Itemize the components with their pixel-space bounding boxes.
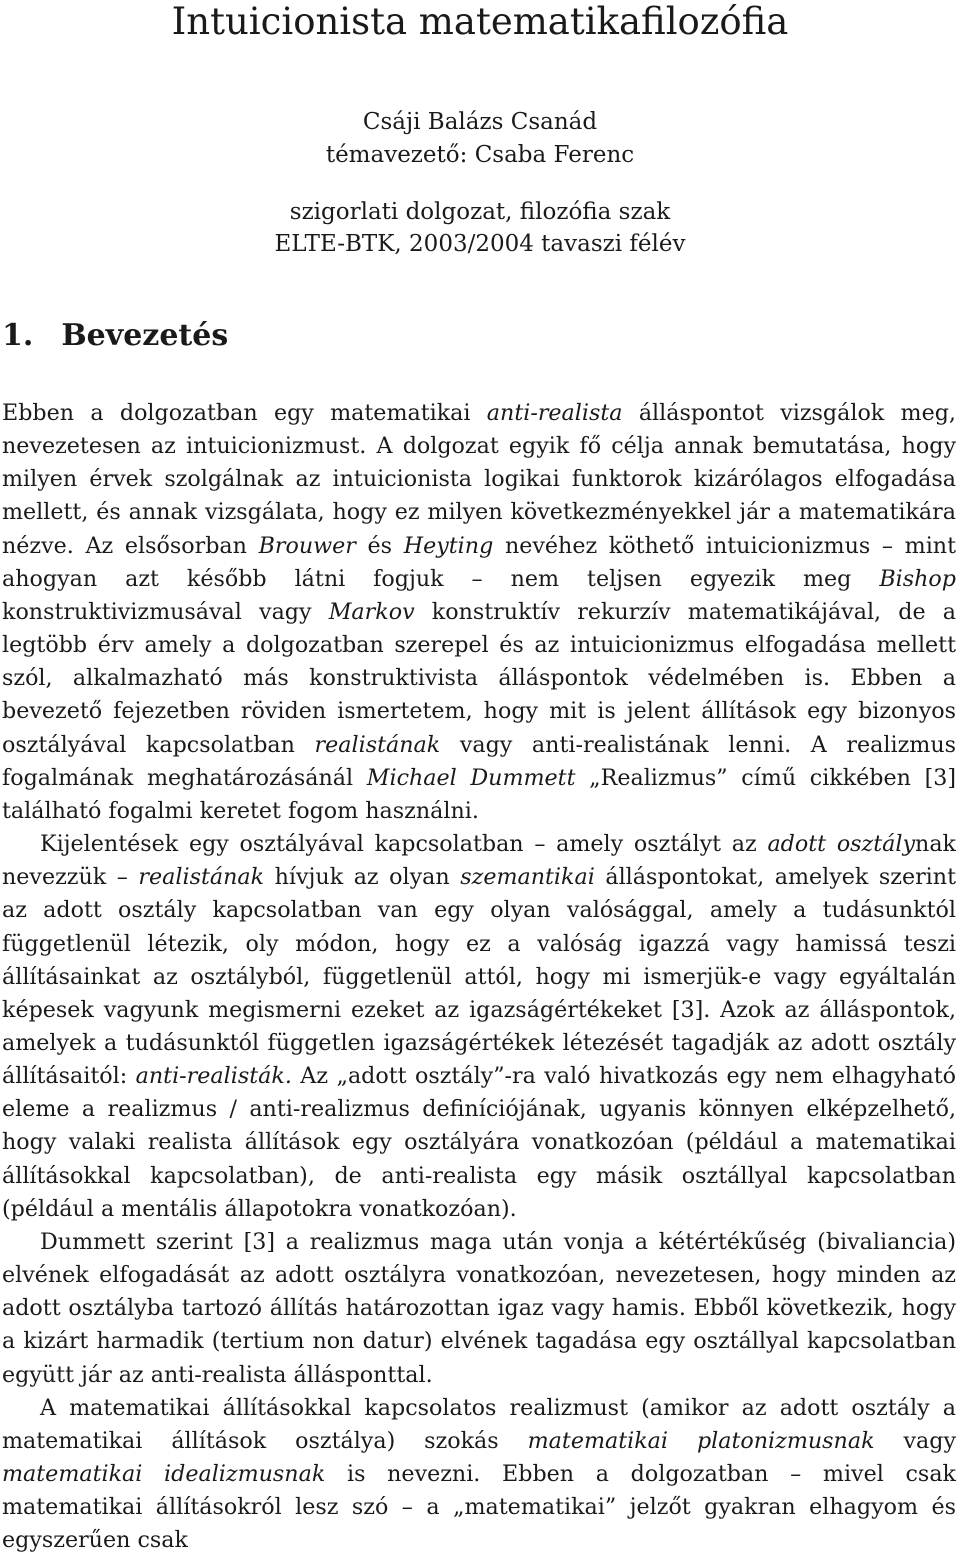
section-heading bbox=[2, 318, 228, 354]
section-title: Bevezetés bbox=[61, 318, 229, 353]
italic-text-run: Michael Dummett bbox=[366, 764, 576, 791]
italic-text-run: szemantikai bbox=[460, 864, 595, 891]
italic-text-run: adott osztály bbox=[767, 831, 916, 858]
italic-text-run: Heyting bbox=[403, 532, 494, 559]
thesis-type: szigorlati dolgozat, filozófia szak bbox=[289, 199, 671, 225]
advisor-line: témavezető: Csaba Ferenc bbox=[325, 142, 635, 168]
italic-text-run: Brouwer bbox=[258, 532, 356, 559]
body-text bbox=[2, 397, 956, 1557]
text-run: és bbox=[355, 532, 404, 559]
text-run: Ebben a dolgozatban egy matematikai bbox=[2, 400, 487, 426]
text-run: konstruktív rekurzív matematikájával, de a legtöbb érv amely a dolgozatban szerepel és az intuicionizmus elfogadása mellett szól, alkalmazható más konstruktivista álláspontok védelmében is. Ebben a bevezető fejezetben röviden ismertetem, hogy mit is jelent állítások egy bizonyos osztályával kapcsolatban bbox=[2, 598, 956, 758]
text-run: nak nevezzük – bbox=[2, 831, 956, 891]
paragraph bbox=[2, 1392, 956, 1557]
text-run: nevéhez köthető intuicionizmus – mint ahogyan azt később látni fogjuk – nem teljsen egyezik meg bbox=[2, 532, 957, 592]
text-run: Dummett szerint [3] a realizmus maga után vonja a kétértékűség (bivaliancia) elvének elfogadását az adott osztályra vonatkozóan, nevezetesen, hogy minden az adott osztályba tartozó állítás határozottan igaz vagy hamis. Ebből következik, hogy a kizárt harmadik (tertium non datur) elvének tagadása egy osztállyal kapcsolatban együtt jár az anti-realista állásponttal. bbox=[2, 1228, 956, 1388]
section-number: 1. bbox=[2, 318, 34, 353]
text-run: Kijelentések egy osztályával kapcsolatban – amely osztályt az bbox=[40, 831, 768, 858]
institution-line: ELTE-BTK, 2003/2004 tavaszi félév bbox=[274, 231, 686, 257]
italic-text-run: anti-realisták. bbox=[135, 1063, 292, 1090]
document-title: Intuicionista matematikafilozófia bbox=[171, 0, 789, 43]
italic-text-run: Bishop bbox=[879, 565, 956, 592]
text-run: vagy anti-realistának lenni. A realizmus fogalmának meghatározásánál bbox=[2, 731, 956, 791]
text-run: álláspontot vizsgálok meg, nevezetesen az intuicionizmust. A dolgozat egyik fő célja annak bemutatása, hogy milyen érvek szolgálnak az intuicionista logikai funktorok kizárólagos elfogadása mellett, és annak vizsgálata, hogy ez milyen következményekkel jár a matematikára nézve. Az elsősorban bbox=[2, 400, 956, 559]
text-run: Az „adott osztály”-ra való hivatkozás egy nem elhagyható eleme a realizmus / anti-realizmus definíciójának, ugyanis könnyen elképzelhető, hogy valaki realista állítások egy osztályára vonatkozóan (például a matematikai állításokkal kapcsolatban), de anti-realista egy másik osztállyal kapcsolatban (például a mentális állapotokra vonatkozóan). bbox=[2, 1063, 956, 1222]
italic-text-run: matematikai platonizmusnak bbox=[527, 1427, 875, 1454]
paragraph bbox=[2, 828, 956, 1226]
paragraph bbox=[2, 1226, 956, 1392]
italic-text-run: Markov bbox=[328, 598, 415, 625]
text-run: A matematikai állításokkal kapcsolatos realizmust (amikor az adott osztály a matematikai állítások osztálya) szokás bbox=[2, 1394, 956, 1454]
text-run: álláspontokat, amelyek szerint az adott osztály kapcsolatban van egy olyan valósággal, amely a tudásunktól függetlenül létezik, oly módon, hogy ez a valóság igazzá vagy hamissá teszi állításainkat az osztályból, függetlenül attól, hogy mi ismerjük-e vagy egyáltalán képesek vagyunk megismerni ezeket az igazságértékeket [3]. Azok az álláspontok, amelyek a tudásunktól független igazságértékek létezését tagadják az adott osztály állításaitól: bbox=[2, 864, 956, 1090]
paragraph bbox=[2, 397, 956, 828]
text-run: konstruktivizmusával vagy bbox=[2, 598, 329, 625]
italic-text-run: realistának bbox=[138, 864, 265, 891]
italic-text-run: realistának bbox=[314, 731, 441, 758]
text-run: is nevezni. Ebben a dolgozatban – mivel csak matematikai állításokról lesz szó – a „matematikai” jelzőt gyakran elhagyom és egyszerűen csak bbox=[2, 1461, 956, 1554]
author-name: Csáji Balázs Csanád bbox=[362, 109, 598, 135]
italic-text-run: anti-realista bbox=[486, 400, 623, 426]
text-run: „Realizmus” című cikkében [3] található fogalmi keretet fogom használni. bbox=[2, 764, 956, 824]
italic-text-run: matematikai idealizmusnak bbox=[2, 1461, 326, 1487]
text-run: vagy bbox=[874, 1427, 956, 1454]
text-run: hívjuk az olyan bbox=[264, 864, 461, 891]
